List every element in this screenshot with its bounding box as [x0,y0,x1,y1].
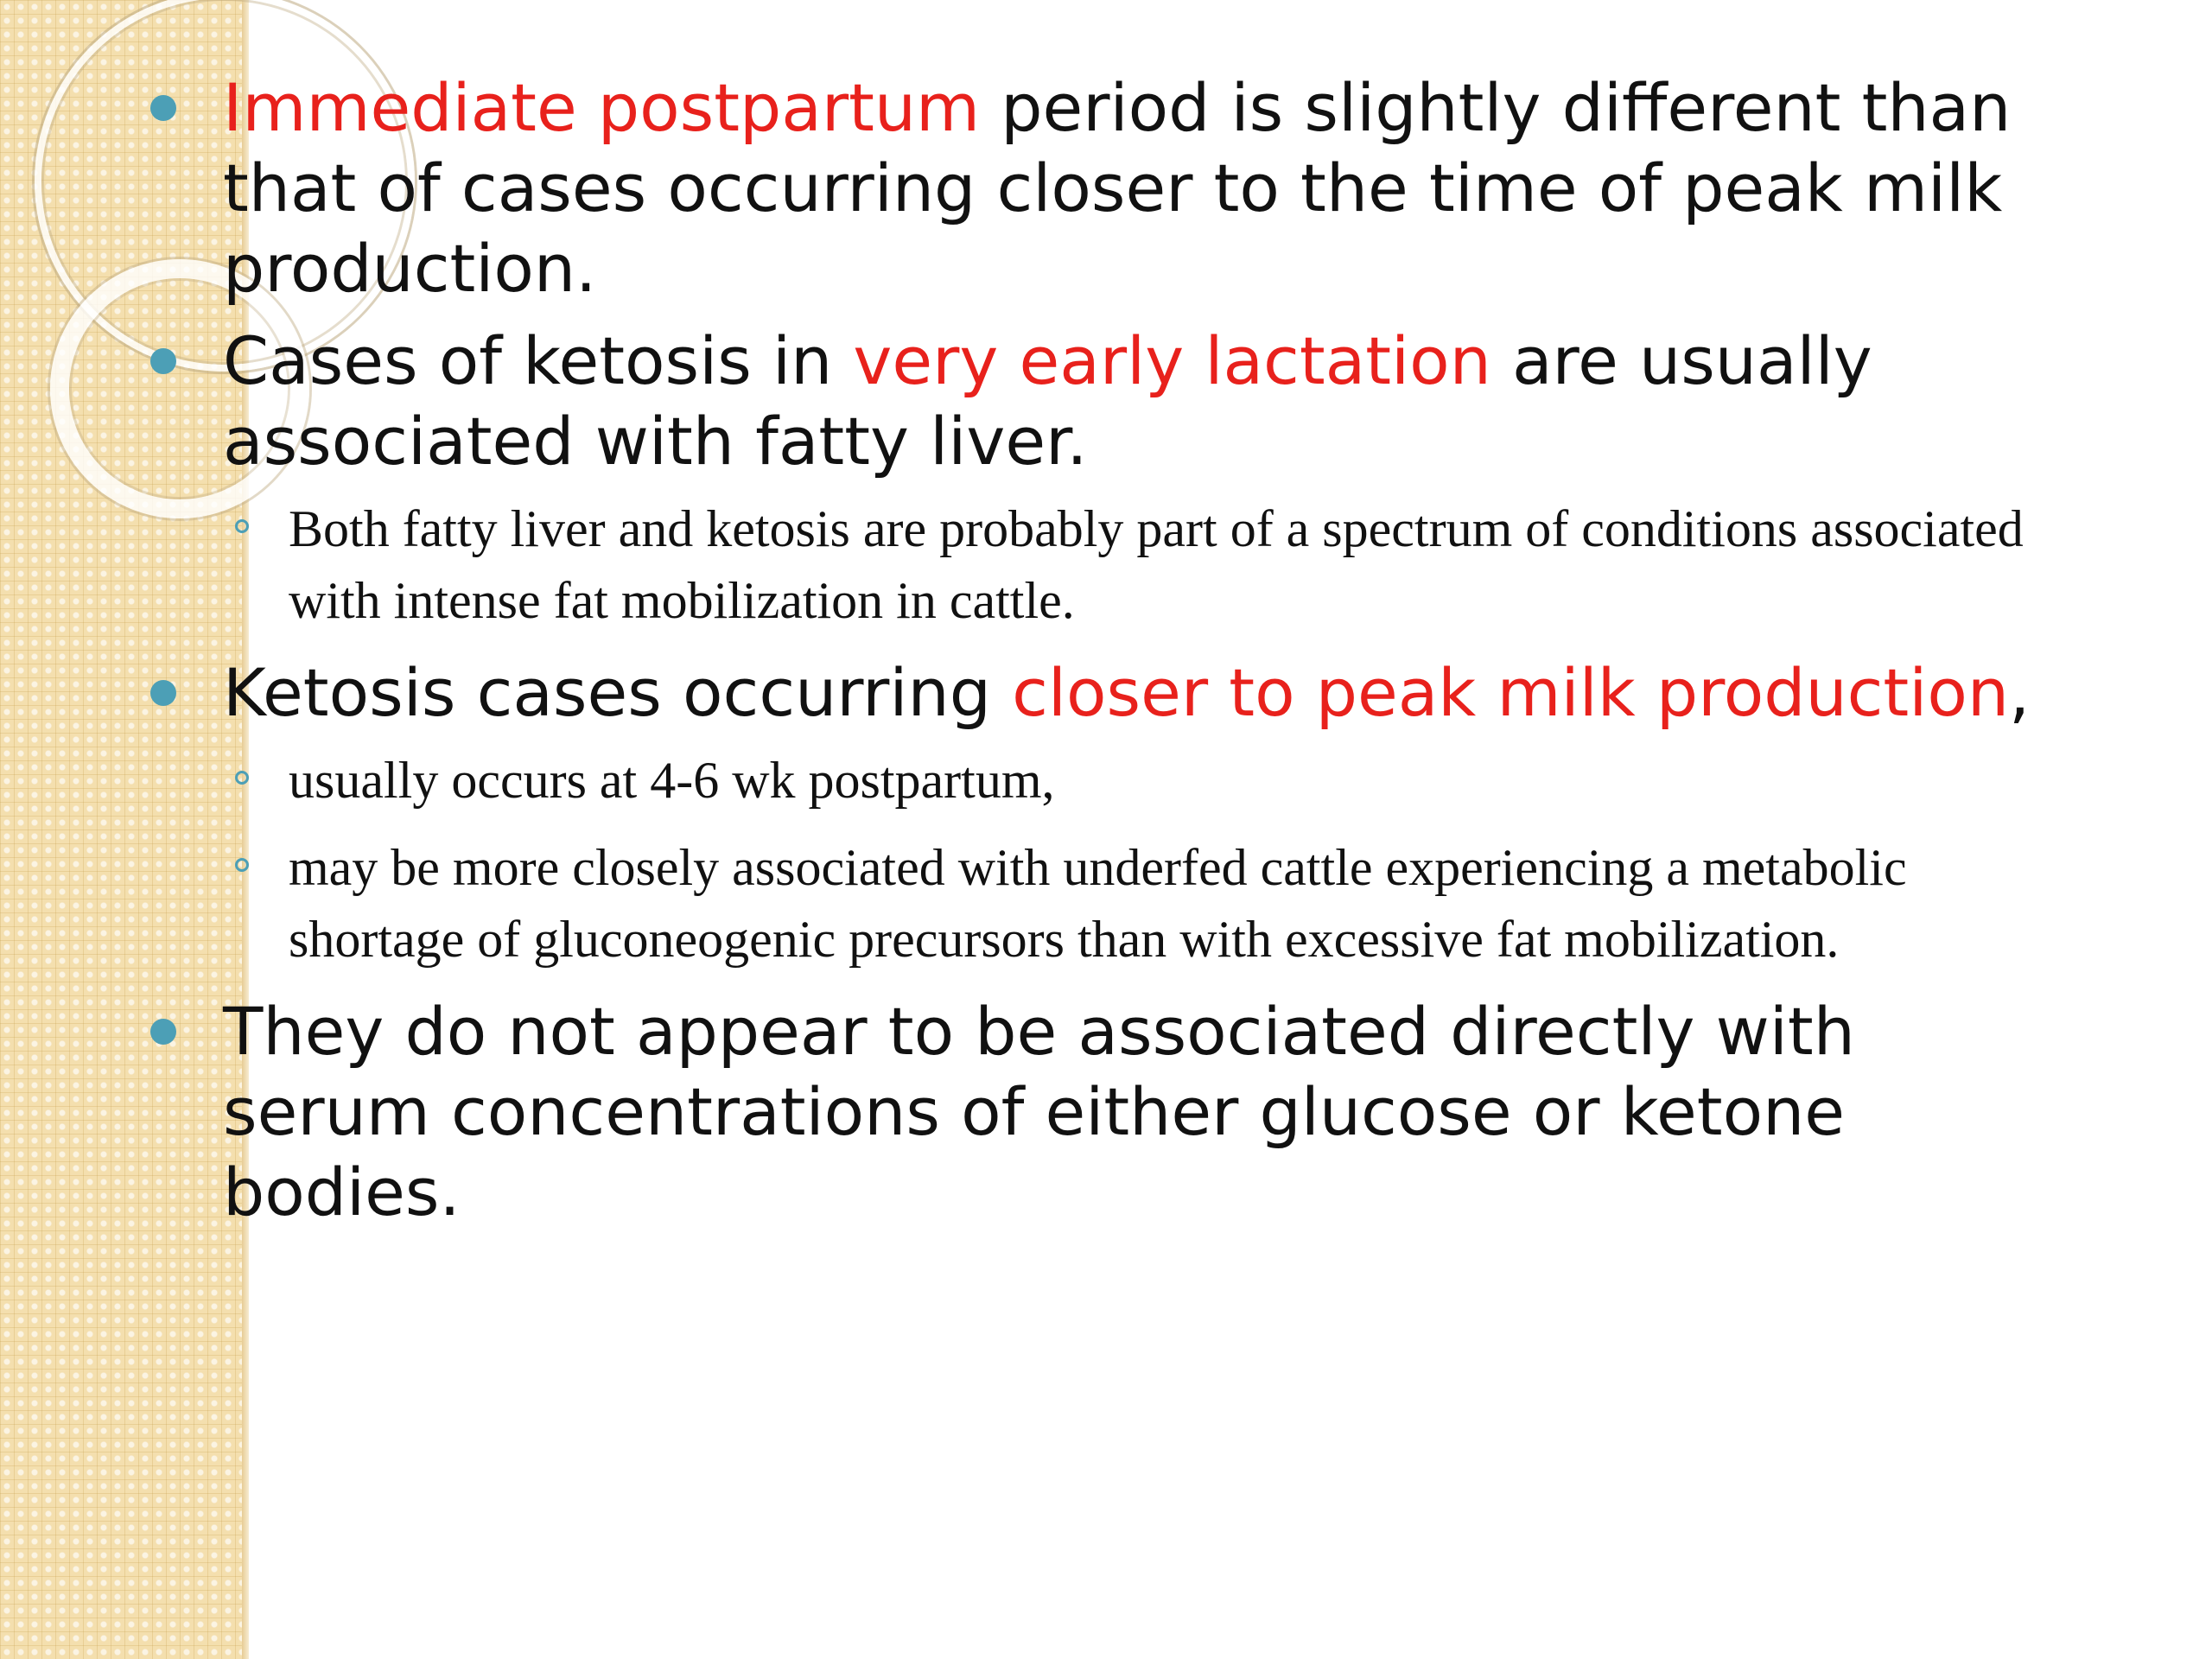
highlight-immediate-postpartum: Immediate postpartum [223,69,981,146]
sub-bullet-ring-icon [235,771,249,785]
bullet-immediate-postpartum [223,67,2072,308]
bullet-dot-icon [150,95,176,121]
sub-bullet-ring-icon [235,858,249,872]
sub-bullet-ring-icon [235,519,249,533]
sub-bullet-text: usually occurs at 4-6 wk postpartum, [289,752,1055,809]
bullet-text-post: are usually associated with fatty liver. [223,322,1872,480]
bullet-not-associated [223,991,2072,1232]
highlight-very-early-lactation: very early lactation [853,322,1491,399]
slide-body [223,67,2072,1244]
bullet-text-pre: Cases of ketosis in [223,322,854,399]
highlight-closer-to-peak: closer to peak milk production [1012,654,2010,731]
bullet-very-early-lactation [223,321,2072,481]
bullet-closer-to-peak [223,652,2072,733]
bullet-dot-icon [150,1019,176,1045]
bullet-text-post: , [2009,654,2031,731]
sub-bullet-4-6-wk [289,745,2072,817]
bullet-dot-icon [150,680,176,706]
sub-bullet-text: Both fatty liver and ketosis are probably part of a spectrum of conditions associated with intense fat mobilization in cattle. [289,500,2024,629]
sub-bullet-underfed-cattle [289,832,2072,976]
sub-bullet-fatty-liver-spectrum [289,493,2072,637]
sub-bullet-text: may be more closely associated with underfed cattle experiencing a metabolic shortage of gluconeogenic precursors than with excessive fat mobilization. [289,839,1907,968]
bullet-text: They do not appear to be associated directly with serum concentrations of either glucose or ketone bodies. [223,993,1855,1230]
bullet-text: period is slightly different than that of cases occurring closer to the time of peak milk production. [223,69,2012,307]
bullet-text-pre: Ketosis cases occurring [223,654,1013,731]
bullet-dot-icon [150,348,176,374]
